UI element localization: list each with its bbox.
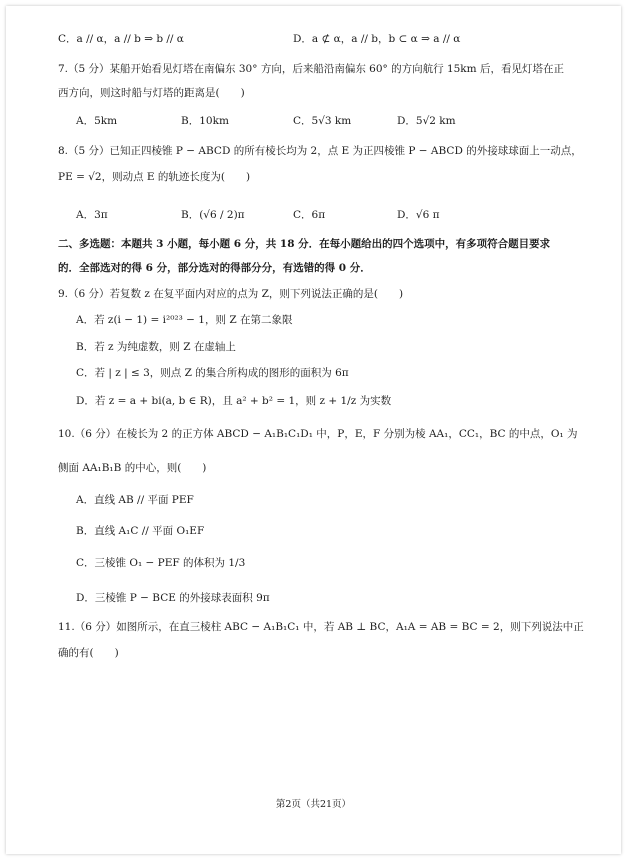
document-page xyxy=(6,6,621,854)
q8-option-c: C．6π xyxy=(293,209,326,221)
q10-option-c: C．三棱锥 O₁ − PEF 的体积为 1/3 xyxy=(76,557,246,569)
q9-option-d: D．若 z = a + bi(a, b ∈ R)，且 a² + b² = 1，则 z + 1/z 为实数 xyxy=(76,395,392,407)
q7-option-d: D．5√2 km xyxy=(397,115,456,127)
q10-stem-line2: 侧面 AA₁B₁B 的中心，则( ) xyxy=(58,462,207,474)
q11-stem-line1: 11.（6 分）如图所示，在直三棱柱 ABC − A₁B₁C₁ 中，若 AB ⊥ BC，A₁A = AB = BC = 2，则下列说法中正 xyxy=(58,621,584,633)
q9-option-b: B．若 z 为纯虚数，则 Z 在虚轴上 xyxy=(76,341,236,353)
q7-option-a: A．5km xyxy=(76,115,118,127)
q6-option-d: D．a ⊄ α，a // b，b ⊂ α ⇒ a // α xyxy=(293,33,461,45)
q7-option-b: B．10km xyxy=(181,115,229,127)
q9-option-a: A．若 z(i − 1) = i²⁰²³ − 1，则 Z 在第二象限 xyxy=(76,314,293,326)
q10-stem-line1: 10.（6 分）在棱长为 2 的正方体 ABCD − A₁B₁C₁D₁ 中，P，E，F 分别为棱 AA₁，CC₁，BC 的中点，O₁ 为 xyxy=(58,428,578,440)
q8-option-d: D．√6 π xyxy=(397,209,440,221)
q8-option-a: A．3π xyxy=(76,209,108,221)
q8-stem-line2: PE = √2，则动点 E 的轨迹长度为( ) xyxy=(58,171,251,183)
q8-stem-line1: 8.（5 分）已知正四棱锥 P − ABCD 的所有棱长均为 2，点 E 为正四棱锥 P − ABCD 的外接球球面上一动点， xyxy=(58,145,582,157)
q7-stem-line2: 西方向，则这时船与灯塔的距离是( ) xyxy=(58,87,245,99)
q10-option-a: A．直线 AB // 平面 PEF xyxy=(76,494,194,506)
section-2-heading-line1: 二、多选题：本题共 3 小题，每小题 6 分，共 18 分．在每小题给出的四个选项中，有多项符合题目要求 xyxy=(58,238,551,250)
q9-option-c: C．若 | z | ≤ 3，则点 Z 的集合所构成的图形的面积为 6π xyxy=(76,367,349,379)
q7-option-c: C．5√3 km xyxy=(293,115,352,127)
q8-option-b: B．(√6 / 2)π xyxy=(181,209,245,221)
q10-option-d: D．三棱锥 P − BCE 的外接球表面积 9π xyxy=(76,592,270,604)
q9-stem: 9.（6 分）若复数 z 在复平面内对应的点为 Z，则下列说法正确的是( ) xyxy=(58,288,404,300)
page-footer: 第2页（共21页） xyxy=(275,799,352,810)
section-2-heading-line2: 的．全部选对的得 6 分，部分选对的得部分分，有选错的得 0 分． xyxy=(58,262,371,274)
q7-stem-line1: 7.（5 分）某船开始看见灯塔在南偏东 30° 方向，后来船沿南偏东 60° 的方向航行 15km 后，看见灯塔在正 xyxy=(58,63,564,75)
q11-stem-line2: 确的有( ) xyxy=(58,647,119,659)
q10-option-b: B．直线 A₁C // 平面 O₁EF xyxy=(76,525,205,537)
q6-option-c: C．a // α，a // b ⇒ b // α xyxy=(58,33,184,45)
